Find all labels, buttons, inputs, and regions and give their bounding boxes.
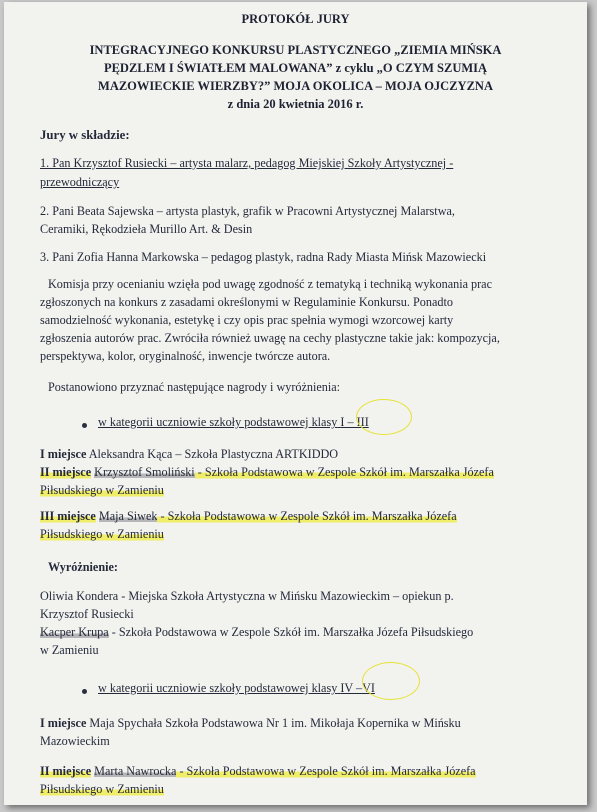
highlighter-circle bbox=[362, 662, 420, 700]
cat2-first-place: I miejsce Maja Spychała Szkoła Podstawowa Nr 1 im. Mikołaja Kopernika w Mińsku bbox=[40, 716, 461, 730]
contest-name-line-1: INTEGRACYJNEGO KONKURSU PLASTYCZNEGO „ZIEMIA MIŃSKA bbox=[89, 43, 502, 57]
commission-text-line-2: zgłoszonych na konkurs z zasadami określonymi w Regulaminie Konkursu. Ponadto bbox=[40, 295, 453, 309]
category-1-label: w kategorii uczniowie szkoły podstawowej klasy I – III bbox=[98, 415, 369, 429]
contest-name-line-2: PĘDZLEM I ŚWIATŁEM MALOWANA” z cyklu „O CZYM SZUMIĄ bbox=[103, 61, 488, 75]
bullet-icon bbox=[82, 423, 87, 428]
jury-member-1-line-2: przewodniczący bbox=[40, 175, 120, 189]
jury-member-3: 3. Pani Zofia Hanna Markowska – pedagog plastyk, radna Rady Miasta Mińsk Mazowiecki bbox=[40, 250, 487, 264]
cat2-first-place-line-2: Mazowieckim bbox=[40, 734, 110, 748]
commission-text-line-3: samodzielność wykonania, estetykę i czy opis prac spełnia wymogi wzorcowej karty bbox=[40, 313, 454, 327]
cat2-second-place-line-2: Piłsudskiego w Zamieniu bbox=[40, 782, 164, 796]
distinctions-heading: Wyróżnienie: bbox=[48, 560, 118, 574]
document-date: z dnia 20 kwietnia 2016 r. bbox=[227, 97, 364, 111]
category-2-range: IV –VI bbox=[340, 681, 375, 695]
document-title: PROTOKÓŁ JURY bbox=[241, 12, 350, 26]
jury-member-2-line-2: Ceramiki, Rękodzieła Murillo Art. & Desin bbox=[40, 222, 253, 236]
contest-name-line-3: MAZOWIECKIE WIERZBY?” MOJA OKOLICA – MOJA OJCZYZNA bbox=[98, 79, 493, 93]
document-page bbox=[4, 2, 587, 805]
jury-member-1-line-1: 1. Pan Krzysztof Rusiecki – artysta malarz, pedagog Miejskiej Szkoły Artystycznej - bbox=[40, 156, 454, 170]
distinction-2: Kacper Krupa - Szkoła Podstawowa w Zespole Szkół im. Marszałka Józefa Piłsudskiego bbox=[40, 625, 474, 639]
jury-heading: Jury w składzie: bbox=[40, 128, 130, 142]
cat1-second-place-line-2: Piłsudskiego w Zamieniu bbox=[40, 483, 164, 497]
cat2-second-place: II miejsce Marta Nawrocka - Szkoła Podstawowa w Zespole Szkół im. Marszałka Józefa bbox=[40, 764, 476, 778]
distinction-2-line-2: w Zamieniu bbox=[40, 643, 99, 657]
commission-text-line-1: Komisja przy ocenianiu wzięła pod uwagę zgodność z tematyką i techniką wykonania prac bbox=[48, 277, 493, 291]
category-2-label: w kategorii uczniowie szkoły podstawowej klasy IV –VI bbox=[98, 681, 375, 695]
bullet-icon bbox=[82, 689, 87, 694]
jury-member-2-line-1: 2. Pani Beata Sajewska – artysta plastyk, grafik w Pracowni Artystycznej Malarstwa, bbox=[40, 204, 455, 218]
cat1-second-place: II miejsce Krzysztof Smoliński - Szkoła Podstawowa w Zespole Szkół im. Marszałka Józefa bbox=[40, 465, 494, 479]
distinction-1-line-2: Krzysztof Rusiecki bbox=[40, 607, 134, 621]
cat1-third-place-line-2: Piłsudskiego w Zamieniu bbox=[40, 527, 164, 541]
cat1-first-place: I miejsce Aleksandra Kąca – Szkoła Plastyczna ARTKIDDO bbox=[40, 447, 339, 461]
distinction-1-line-1: Oliwia Kondera - Miejska Szkoła Artystyczna w Mińsku Mazowieckim – opiekun p. bbox=[40, 589, 454, 603]
commission-text-line-5: perspektywa, kolor, oryginalność, inwencje twórcze autora. bbox=[40, 349, 331, 363]
cat1-third-place: III miejsce Maja Siwek - Szkoła Podstawowa w Zespole Szkół im. Marszałka Józefa bbox=[40, 509, 457, 523]
highlighter-circle bbox=[356, 399, 412, 435]
category-1-range: I – III bbox=[340, 415, 369, 429]
awards-intro: Postanowiono przyznać następujące nagrody i wyróżnienia: bbox=[48, 380, 341, 394]
commission-text-line-4: zgłoszenia autorów prac. Zwróciła również uwagę na cechy plastyczne takie jak: kompozycja, bbox=[40, 331, 500, 345]
